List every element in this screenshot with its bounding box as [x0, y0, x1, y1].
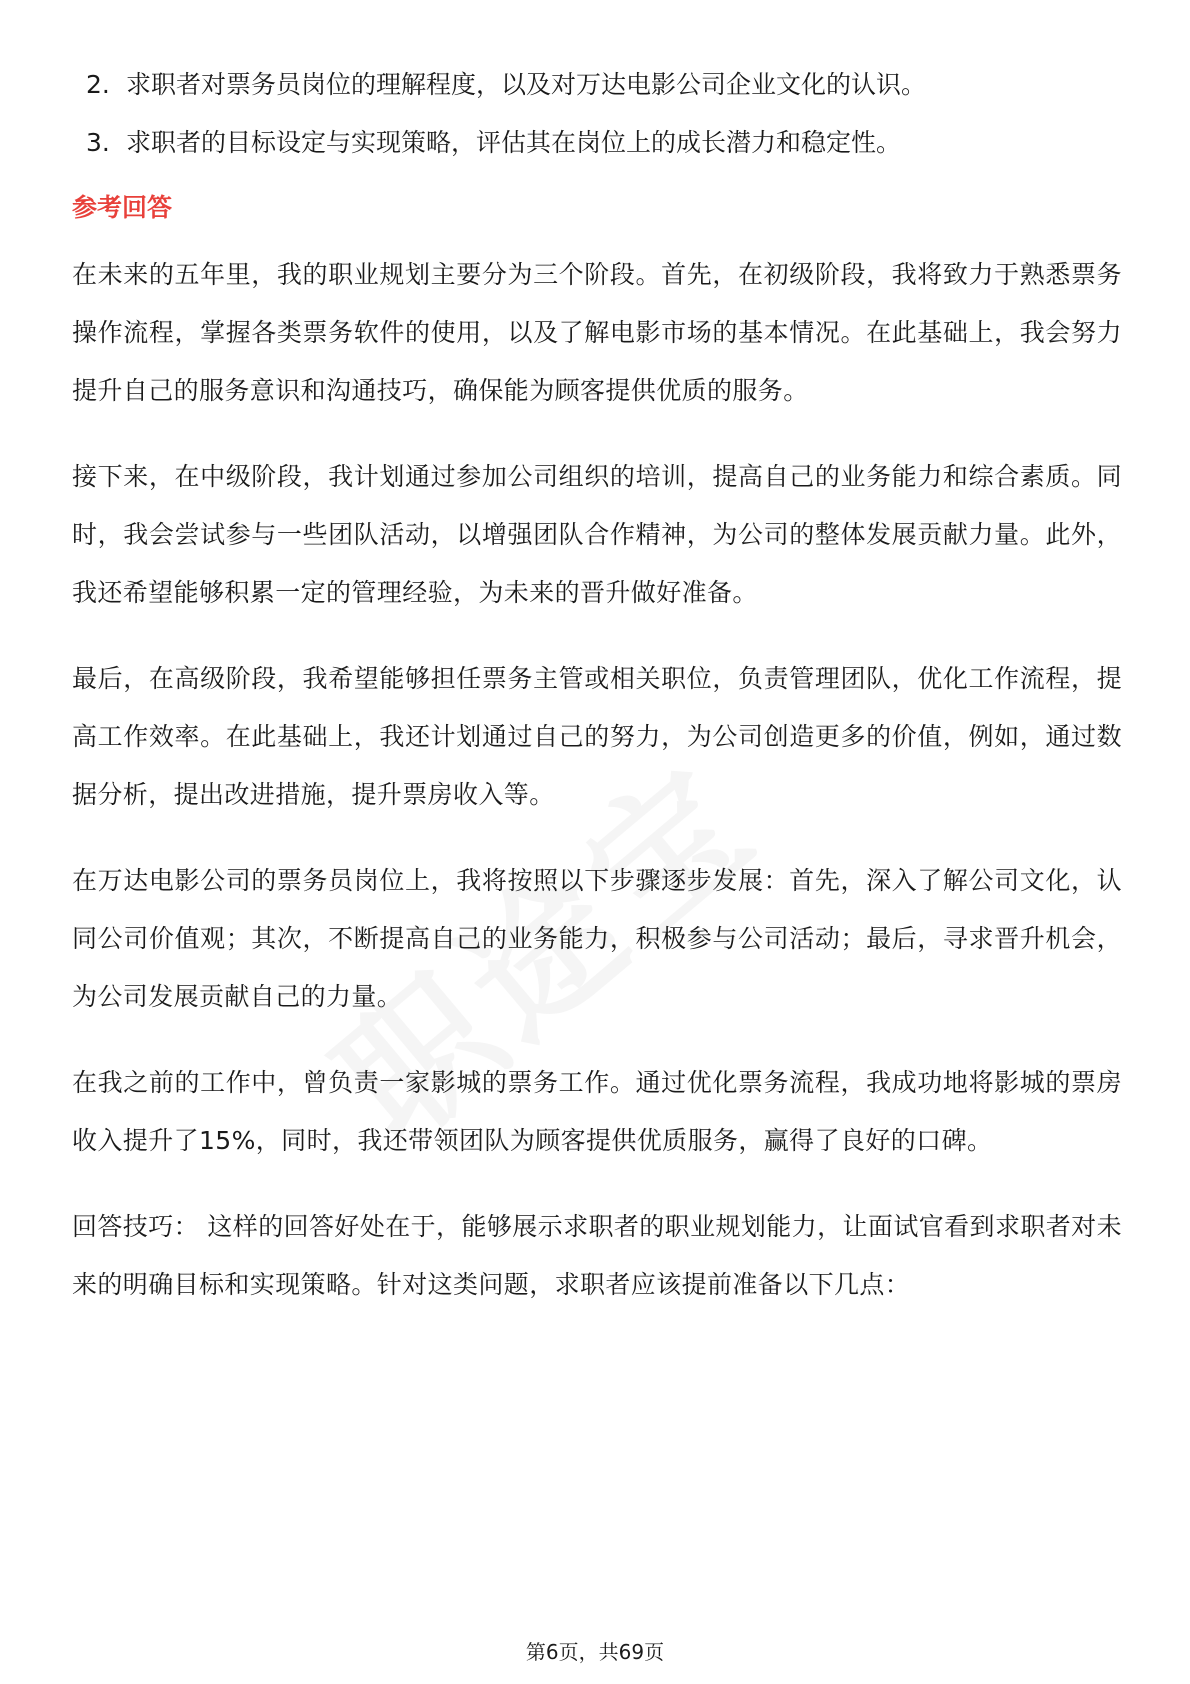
answer-paragraph: 在我之前的工作中，曾负责一家影城的票务工作。通过优化票务流程，我成功地将影城的票房收入提升了15%，同时，我还带领团队为顾客提供优质服务，赢得了良好的口碑。	[72, 1068, 1122, 1155]
list-item	[72, 56, 1122, 114]
answer-tip-paragraph: 回答技巧： 这样的回答好处在于，能够展示求职者的职业规划能力，让面试官看到求职者对未来的明确目标和实现策略。针对这类问题，求职者应该提前准备以下几点：	[72, 1212, 1122, 1299]
section-heading: 参考回答	[72, 193, 173, 222]
list-item-text: 求职者的目标设定与实现策略，评估其在岗位上的成长潜力和稳定性。	[126, 128, 902, 157]
answer-paragraph: 在未来的五年里，我的职业规划主要分为三个阶段。首先，在初级阶段，我将致力于熟悉票务操作流程，掌握各类票务软件的使用，以及了解电影市场的基本情况。在此基础上，我会努力提升自己的服务意识和沟通技巧，确保能为顾客提供优质的服务。	[72, 260, 1122, 405]
list-number: 2.	[86, 70, 110, 99]
answer-paragraph: 在万达电影公司的票务员岗位上，我将按照以下步骤逐步发展：首先，深入了解公司文化，认同公司价值观；其次，不断提高自己的业务能力，积极参与公司活动；最后，寻求晋升机会，为公司发展贡献自己的力量。	[72, 866, 1122, 1011]
list-number: 3.	[86, 128, 110, 157]
document-page	[72, 56, 1122, 1314]
page-footer: 第6页，共69页	[525, 1640, 665, 1664]
list-item	[72, 114, 1122, 172]
answer-paragraph: 接下来，在中级阶段，我计划通过参加公司组织的培训，提高自己的业务能力和综合素质。同时，我会尝试参与一些团队活动，以增强团队合作精神，为公司的整体发展贡献力量。此外，我还希望能够积累一定的管理经验，为未来的晋升做好准备。	[72, 462, 1122, 607]
list-item-text: 求职者对票务员岗位的理解程度，以及对万达电影公司企业文化的认识。	[126, 70, 927, 99]
answer-paragraph: 最后，在高级阶段，我希望能够担任票务主管或相关职位，负责管理团队，优化工作流程，提高工作效率。在此基础上，我还计划通过自己的努力，为公司创造更多的价值，例如，通过数据分析，提出改进措施，提升票房收入等。	[72, 664, 1122, 809]
